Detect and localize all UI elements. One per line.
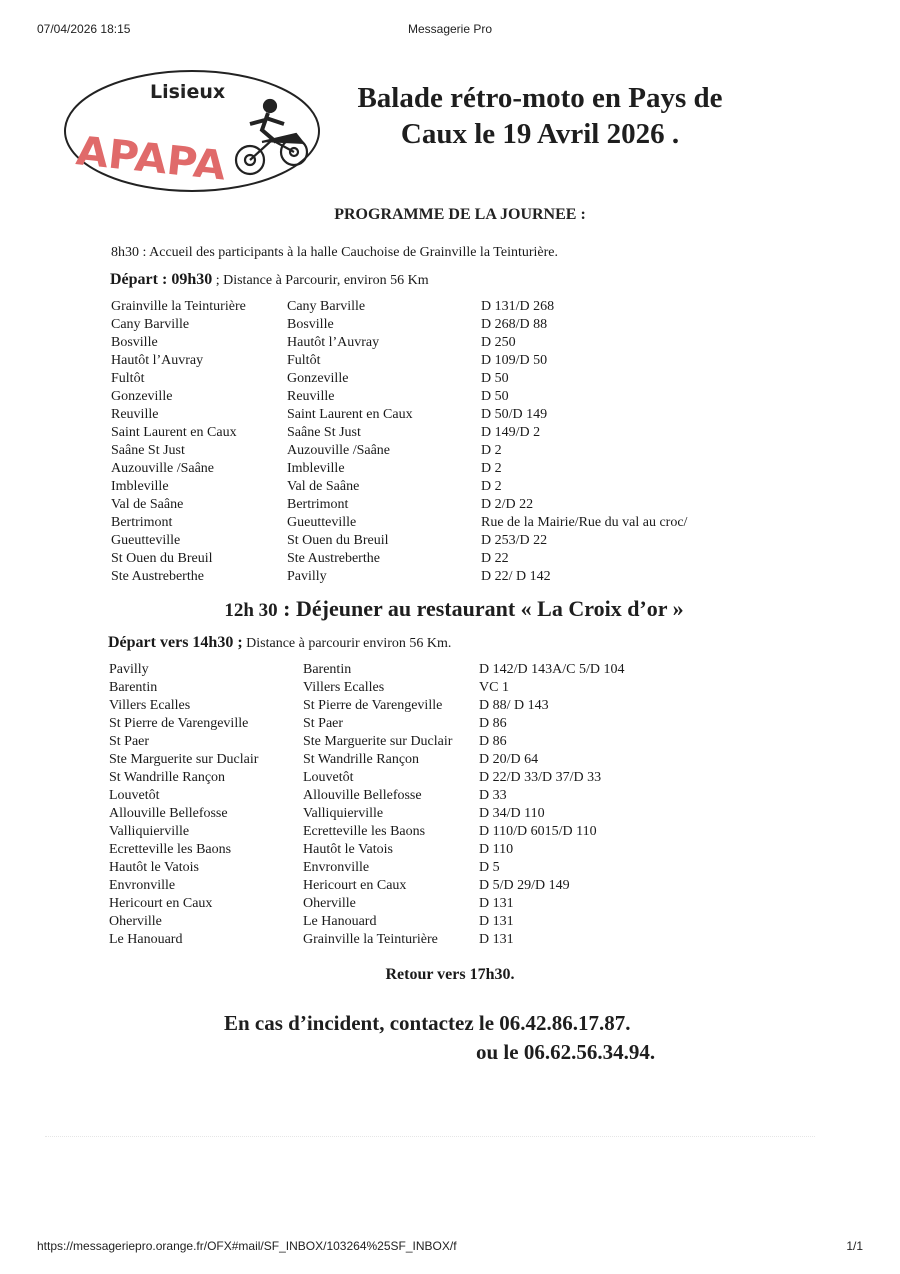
route-road: D 20/D 64 xyxy=(479,752,539,767)
route-road: D 50 xyxy=(481,371,509,386)
route-to: St Ouen du Breuil xyxy=(287,533,389,548)
route-road: D 5 xyxy=(479,860,500,875)
route-from: Fultôt xyxy=(111,371,145,386)
route-road: D 2 xyxy=(481,461,502,476)
route-road: D 5/D 29/D 149 xyxy=(479,878,570,893)
route-road: D 131/D 268 xyxy=(481,299,555,314)
route-from: Imbleville xyxy=(111,479,169,494)
route-to: Val de Saâne xyxy=(287,479,360,494)
route-to: Imbleville xyxy=(287,461,345,476)
return-time: Retour vers 17h30. xyxy=(385,966,515,983)
route-to: Saint Laurent en Caux xyxy=(287,407,413,422)
apapa-logo xyxy=(62,68,324,196)
route-to: Ste Marguerite sur Duclair xyxy=(303,734,453,749)
route-road: D 34/D 110 xyxy=(479,806,545,821)
route-from: Saâne St Just xyxy=(111,443,185,458)
scan-artifact-line xyxy=(45,1136,815,1138)
route-road: D 50 xyxy=(481,389,509,404)
logo-lisieux-text: Lisieux xyxy=(150,81,226,103)
print-page-title: Messagerie Pro xyxy=(407,22,493,36)
accueil-text: 8h30 : Accueil des participants à la halle Cauchoise de Grainville la Teinturière. xyxy=(111,245,558,260)
route-to: Allouville Bellefosse xyxy=(303,788,422,803)
route-from: Saint Laurent en Caux xyxy=(111,425,237,440)
route-from: Gueutteville xyxy=(111,533,181,548)
route-to: Bosville xyxy=(287,317,334,332)
route-from: Hautôt le Vatois xyxy=(109,860,199,875)
route-road: VC 1 xyxy=(479,680,509,695)
route-to: Gueutteville xyxy=(287,515,357,530)
route-road: D 2 xyxy=(481,443,502,458)
route-road: D 131 xyxy=(479,914,514,929)
route-from: Valliquierville xyxy=(109,824,190,839)
route-road: D 86 xyxy=(479,716,507,731)
incident-contact-line2: ou le 06.62.56.34.94. xyxy=(476,1040,656,1064)
logo-apapa-text: APAPA xyxy=(73,128,223,189)
route-road: D 22 xyxy=(481,551,509,566)
route-from: Reuville xyxy=(111,407,159,422)
afternoon-departure-detail: Distance à parcourir environ 56 Km. xyxy=(242,636,452,651)
event-title-line1: Balade rétro-moto en Pays de xyxy=(357,82,723,114)
route-to: Barentin xyxy=(303,662,352,677)
route-road: D 33 xyxy=(479,788,507,803)
route-from: Villers Ecalles xyxy=(109,698,191,713)
route-to: Hautôt le Vatois xyxy=(303,842,393,857)
route-from: Allouville Bellefosse xyxy=(109,806,228,821)
route-from: Oherville xyxy=(109,914,162,929)
route-to: Gonzeville xyxy=(287,371,349,386)
route-to: Pavilly xyxy=(287,569,327,584)
route-road: D 268/D 88 xyxy=(481,317,548,332)
route-road: D 253/D 22 xyxy=(481,533,548,548)
route-road: D 142/D 143A/C 5/D 104 xyxy=(479,662,625,677)
route-road: D 109/D 50 xyxy=(481,353,548,368)
incident-contact-line1: En cas d’incident, contactez le 06.42.86.17.87. xyxy=(224,1011,631,1035)
route-from: Le Hanouard xyxy=(109,932,183,947)
route-to: Hautôt l’Auvray xyxy=(287,335,380,350)
route-road: D 2 xyxy=(481,479,502,494)
route-to: Saâne St Just xyxy=(287,425,361,440)
route-from: St Pierre de Varengeville xyxy=(109,716,249,731)
print-page-number: 1/1 xyxy=(846,1239,863,1253)
route-road: D 131 xyxy=(479,932,514,947)
route-from: Bertrimont xyxy=(111,515,173,530)
morning-departure xyxy=(110,271,429,289)
morning-departure-detail: ; Distance à Parcourir, environ 56 Km xyxy=(212,273,429,288)
route-from: Ecretteville les Baons xyxy=(109,842,232,857)
route-from: Grainville la Teinturière xyxy=(111,299,246,314)
route-from: Bosville xyxy=(111,335,158,350)
route-from: Val de Saâne xyxy=(111,497,184,512)
route-to: Oherville xyxy=(303,896,356,911)
route-to: Auzouville /Saâne xyxy=(287,443,391,458)
route-to: Louvetôt xyxy=(303,770,354,785)
route-to: Hericourt en Caux xyxy=(303,878,407,893)
route-to: St Wandrille Rançon xyxy=(303,752,420,767)
route-from: Ste Marguerite sur Duclair xyxy=(109,752,259,767)
route-road: D 86 xyxy=(479,734,507,749)
route-from: Ste Austreberthe xyxy=(111,569,204,584)
afternoon-departure xyxy=(108,634,451,652)
route-to: Villers Ecalles xyxy=(303,680,385,695)
route-from: Gonzeville xyxy=(111,389,173,404)
route-from: Pavilly xyxy=(109,662,149,677)
route-road: D 110 xyxy=(479,842,514,857)
route-to: St Paer xyxy=(303,716,344,731)
route-to: Valliquierville xyxy=(303,806,384,821)
route-road: D 2/D 22 xyxy=(481,497,534,512)
lunch-heading xyxy=(0,596,900,622)
print-url: https://messageriepro.orange.fr/OFX#mail/SF_INBOX/103264%25SF_INBOX/f xyxy=(37,1239,457,1253)
route-road: Rue de la Mairie/Rue du val au croc/ xyxy=(481,515,688,530)
route-to: Ecretteville les Baons xyxy=(303,824,426,839)
route-to: St Pierre de Varengeville xyxy=(303,698,443,713)
route-from: Barentin xyxy=(109,680,158,695)
route-from: St Wandrille Rançon xyxy=(109,770,226,785)
route-from: Auzouville /Saâne xyxy=(111,461,215,476)
event-title xyxy=(310,80,770,152)
route-from: Hericourt en Caux xyxy=(109,896,213,911)
event-title-line2: Caux le 19 Avril 2026 . xyxy=(400,118,680,150)
route-road: D 22/D 33/D 37/D 33 xyxy=(479,770,602,785)
print-date: 07/04/2026 18:15 xyxy=(37,22,131,36)
route-to: Bertrimont xyxy=(287,497,349,512)
route-from: St Ouen du Breuil xyxy=(111,551,213,566)
route-from: Envronville xyxy=(109,878,176,893)
route-road: D 250 xyxy=(481,335,516,350)
route-to: Cany Barville xyxy=(287,299,366,314)
route-to: Grainville la Teinturière xyxy=(303,932,438,947)
route-from: St Paer xyxy=(109,734,150,749)
route-road: D 110/D 6015/D 110 xyxy=(479,824,597,839)
motorcycle-rider-icon xyxy=(236,100,307,174)
route-from: Hautôt l’Auvray xyxy=(111,353,204,368)
route-to: Envronville xyxy=(303,860,370,875)
route-road: D 22/ D 142 xyxy=(481,569,551,584)
lunch-text: : Déjeuner au restaurant « La Croix d’or » xyxy=(277,596,684,621)
route-to: Ste Austreberthe xyxy=(287,551,380,566)
route-road: D 131 xyxy=(479,896,514,911)
route-from: Louvetôt xyxy=(109,788,160,803)
programme-heading: PROGRAMME DE LA JOURNEE : xyxy=(334,206,586,223)
route-to: Fultôt xyxy=(287,353,321,368)
route-to: Le Hanouard xyxy=(303,914,377,929)
lunch-time: 12h 30 xyxy=(224,600,278,621)
route-to: Reuville xyxy=(287,389,335,404)
route-road: D 88/ D 143 xyxy=(479,698,549,713)
afternoon-departure-label: Départ vers 14h30 ; xyxy=(108,634,243,651)
morning-departure-label: Départ : 09h30 xyxy=(110,271,213,288)
route-road: D 50/D 149 xyxy=(481,407,548,422)
route-from: Cany Barville xyxy=(111,317,190,332)
route-road: D 149/D 2 xyxy=(481,425,541,440)
